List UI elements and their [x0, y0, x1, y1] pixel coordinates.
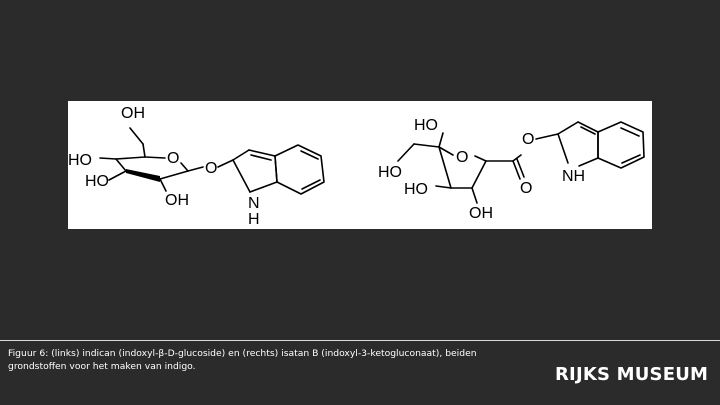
chemical-structures-figure: [68, 101, 652, 229]
label-nh-n-left: N: [248, 195, 260, 212]
label-ester-o: O: [522, 131, 535, 148]
label-ho-2: HO: [85, 173, 109, 190]
label-ring-o-right: O: [456, 149, 469, 166]
label-oh-bottom: OH: [165, 192, 189, 209]
label-oh-bottom-right: OH: [469, 205, 493, 222]
label-ho-1: HO: [68, 152, 92, 169]
caption-divider: [0, 340, 720, 341]
label-ring-o-left: O: [167, 150, 180, 167]
indole-right: [536, 122, 644, 168]
indole-left: [218, 145, 324, 194]
structures-svg: [68, 101, 652, 229]
glucose-ring: [100, 128, 203, 191]
label-carbonyl-o: O: [520, 180, 533, 197]
wedge-bond: [126, 169, 160, 182]
label-ho-bottom: HO: [404, 181, 428, 198]
label-nh-h-left: H: [248, 211, 260, 228]
label-ho-top: HO: [414, 117, 438, 134]
label-oh-top: OH: [121, 105, 145, 122]
figure-caption: Figuur 6: (links) indican (indoxyl-β-D-glucoside) en (rechts) isatan B (indoxyl-3-ketogluconaat), beiden grondstoffen voor het maken van indigo.: [8, 348, 477, 372]
label-ho-left: HO: [378, 164, 402, 181]
label-link-o: O: [205, 160, 218, 177]
label-nh-right: NH: [562, 168, 586, 185]
rijksmuseum-logo: RIJKS MUSEUM: [555, 364, 709, 385]
